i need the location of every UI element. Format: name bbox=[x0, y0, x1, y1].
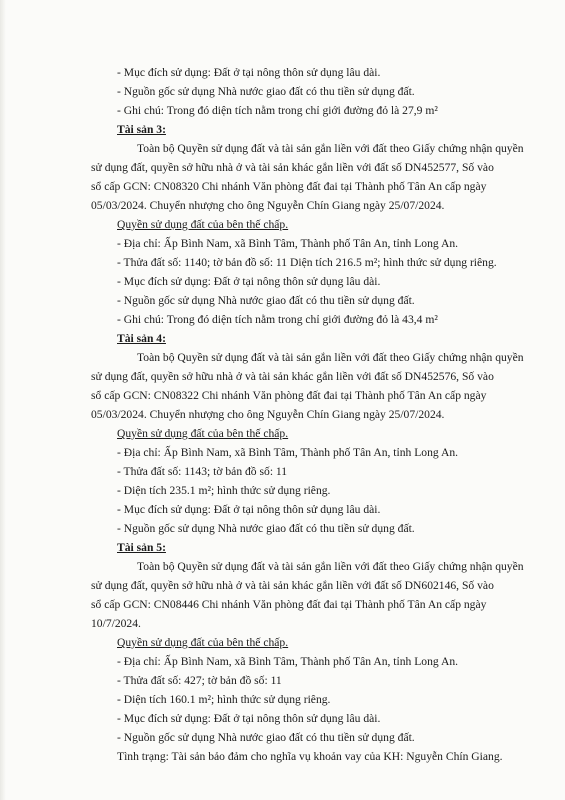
collateral-status: Tình trạng: Tài sản bảo đảm cho nghĩa vụ khoản vay của KH: Nguyễn Chín Giang. bbox=[117, 750, 503, 763]
asset-3-note: - Ghi chú: Trong đó diện tích nằm trong chỉ giới đường đỏ là 43,4 m² bbox=[117, 313, 438, 326]
asset-4-paragraph-line: 05/03/2024. Chuyển nhượng cho ông Nguyễn Chín Giang ngày 25/07/2024. bbox=[91, 408, 445, 421]
scan-edge-shadow bbox=[0, 0, 6, 800]
asset-3-paragraph-line: 05/03/2024. Chuyển nhượng cho ông Nguyễn Chín Giang ngày 25/07/2024. bbox=[91, 199, 445, 212]
asset-5-subheading: Quyền sử dụng đất của bên thế chấp. bbox=[117, 636, 289, 649]
asset-5-area: - Diện tích 160.1 m²; hình thức sử dụng riêng. bbox=[117, 693, 331, 706]
asset-3-paragraph-line: sổ cấp GCN: CN08320 Chi nhánh Văn phòng đất đai tại Thành phố Tân An cấp ngày bbox=[91, 180, 487, 193]
asset-4-origin: - Nguồn gốc sử dụng Nhà nước giao đất có thu tiền sử dụng đất. bbox=[117, 522, 415, 535]
asset-3-purpose: - Mục đích sử dụng: Đất ở tại nông thôn sử dụng lâu dài. bbox=[117, 275, 381, 288]
asset-3-heading: Tài sản 3: bbox=[117, 123, 166, 136]
asset-4-address: - Địa chỉ: Ấp Bình Nam, xã Bình Tâm, Thành phố Tân An, tỉnh Long An. bbox=[117, 446, 459, 459]
asset-5-heading: Tài sản 5: bbox=[117, 541, 166, 554]
asset-5-paragraph-line: sổ cấp GCN: CN08446 Chi nhánh Văn phòng đất đai tại Thành phố Tân An cấp ngày bbox=[91, 598, 487, 611]
asset-5-paragraph-line: sử dụng đất, quyền sở hữu nhà ở và tài sản khác gắn liền với đất số DN602146, Số vào bbox=[91, 579, 494, 592]
asset-4-heading: Tài sản 4: bbox=[117, 332, 166, 345]
asset-3-paragraph-line: sử dụng đất, quyền sở hữu nhà ở và tài sản khác gắn liền với đất số DN452577, Số vào bbox=[91, 161, 494, 174]
asset-3-subheading: Quyền sử dụng đất của bên thế chấp. bbox=[117, 218, 289, 231]
asset-4-paragraph-line: sổ cấp GCN: CN08322 Chi nhánh Văn phòng đất đai tại Thành phố Tân An cấp ngày bbox=[91, 389, 487, 402]
bullet-note: - Ghi chú: Trong đó diện tích nằm trong chỉ giới đường đỏ là 27,9 m² bbox=[117, 104, 438, 117]
asset-4-area: - Diện tích 235.1 m²; hình thức sử dụng riêng. bbox=[117, 484, 331, 497]
asset-5-address: - Địa chỉ: Ấp Bình Nam, xã Bình Tâm, Thành phố Tân An, tỉnh Long An. bbox=[117, 655, 459, 668]
asset-4-parcel: - Thửa đất số: 1143; tờ bản đồ số: 11 bbox=[117, 465, 288, 478]
asset-3-parcel: - Thửa đất số: 1140; tờ bản đồ số: 11 Diện tích 216.5 m²; hình thức sử dụng riêng. bbox=[117, 256, 497, 269]
bullet-purpose: - Mục đích sử dụng: Đất ở tại nông thôn sử dụng lâu dài. bbox=[117, 66, 381, 79]
bullet-origin: - Nguồn gốc sử dụng Nhà nước giao đất có thu tiền sử dụng đất. bbox=[117, 85, 415, 98]
asset-3-paragraph-line: Toàn bộ Quyền sử dụng đất và tài sản gắn liền với đất theo Giấy chứng nhận quyền bbox=[137, 142, 524, 155]
asset-3-address: - Địa chỉ: Ấp Bình Nam, xã Bình Tâm, Thành phố Tân An, tỉnh Long An. bbox=[117, 237, 459, 250]
asset-5-parcel: - Thửa đất số: 427; tờ bản đồ số: 11 bbox=[117, 674, 282, 687]
asset-4-paragraph-line: sử dụng đất, quyền sở hữu nhà ở và tài sản khác gắn liền với đất số DN452576, Số vào bbox=[91, 370, 494, 383]
asset-4-paragraph-line: Toàn bộ Quyền sử dụng đất và tài sản gắn liền với đất theo Giấy chứng nhận quyền bbox=[137, 351, 524, 364]
asset-5-purpose: - Mục đích sử dụng: Đất ở tại nông thôn sử dụng lâu dài. bbox=[117, 712, 381, 725]
asset-5-paragraph-line: 10/7/2024. bbox=[91, 617, 141, 630]
asset-4-subheading: Quyền sử dụng đất của bên thế chấp. bbox=[117, 427, 289, 440]
asset-5-origin: - Nguồn gốc sử dụng Nhà nước giao đất có thu tiền sử dụng đất. bbox=[117, 731, 415, 744]
asset-4-purpose: - Mục đích sử dụng: Đất ở tại nông thôn sử dụng lâu dài. bbox=[117, 503, 381, 516]
asset-3-origin: - Nguồn gốc sử dụng Nhà nước giao đất có thu tiền sử dụng đất. bbox=[117, 294, 415, 307]
asset-5-paragraph-line: Toàn bộ Quyền sử dụng đất và tài sản gắn liền với đất theo Giấy chứng nhận quyền bbox=[137, 560, 524, 573]
